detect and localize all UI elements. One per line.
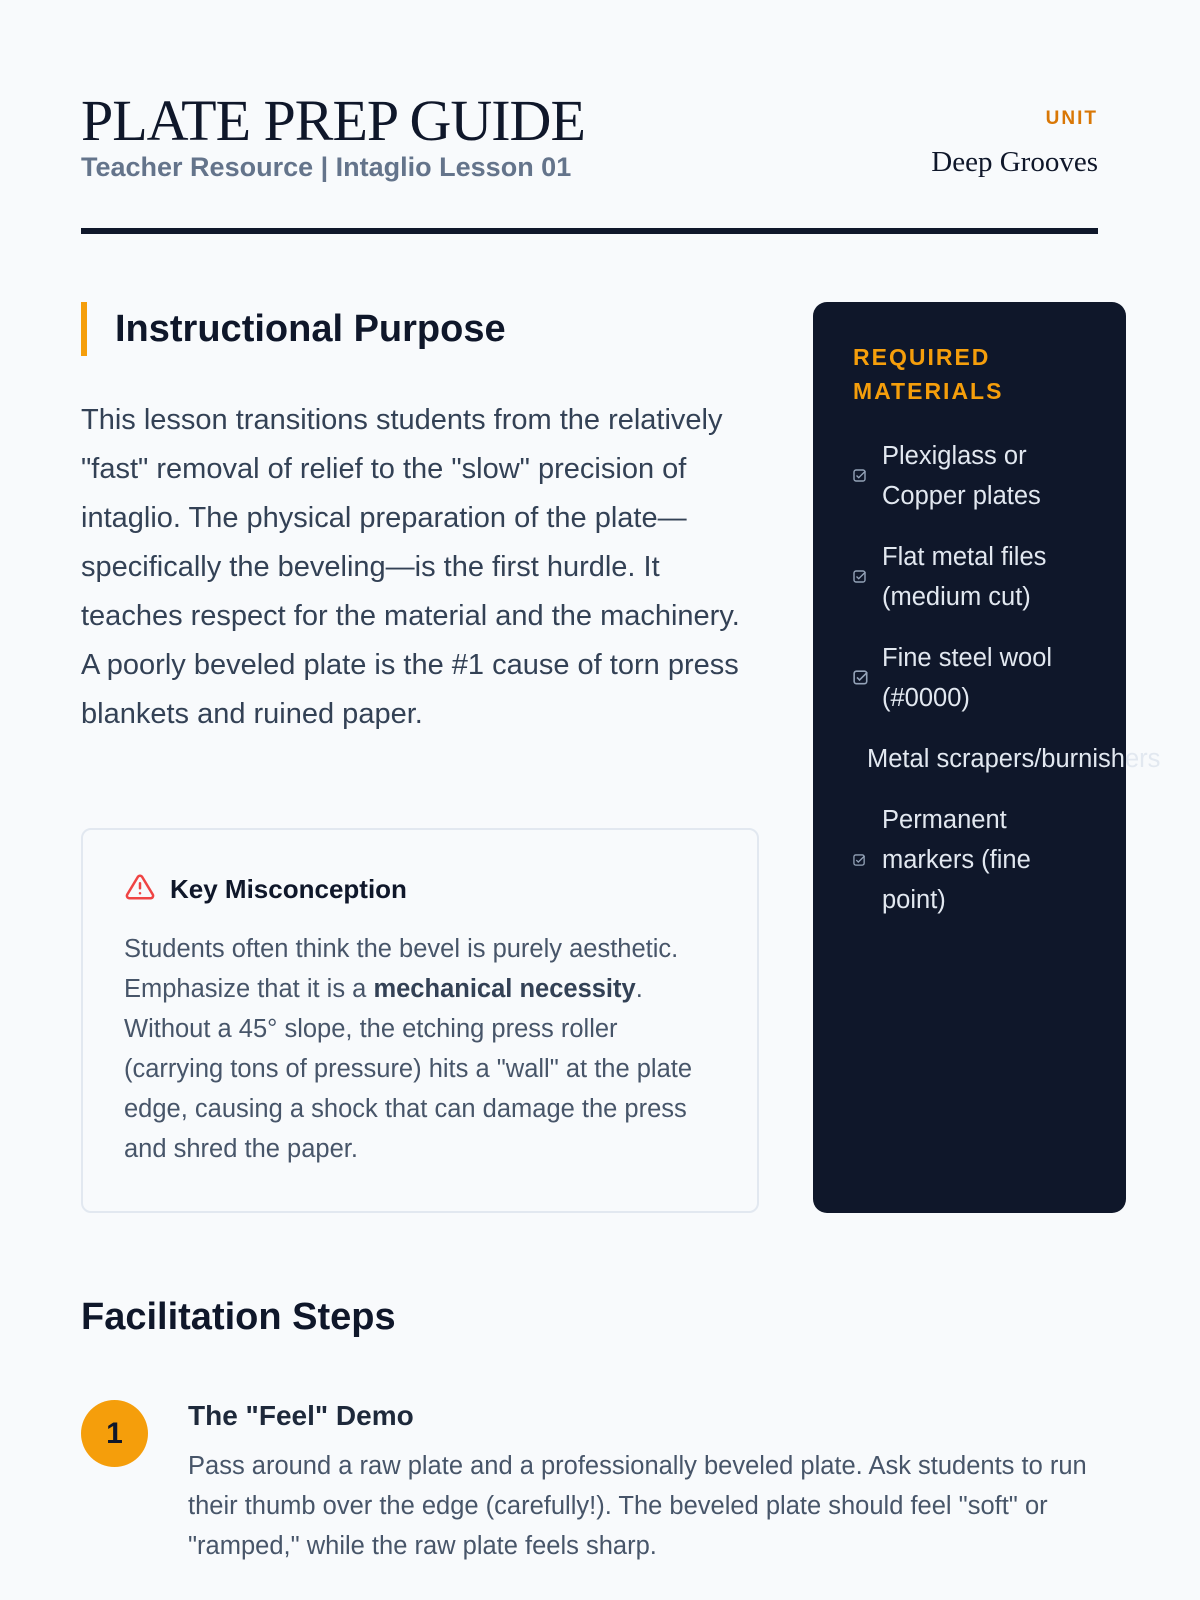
material-label: Flat metal files (medium cut) [882, 543, 1047, 611]
page-subtitle: Teacher Resource | Intaglio Lesson 01 [81, 152, 572, 182]
misconception-text [124, 929, 717, 1169]
unit-label: UNIT [1045, 108, 1098, 129]
checkbox-icon [853, 570, 869, 584]
facilitation-heading: Facilitation Steps [81, 1296, 396, 1338]
materials-list [853, 436, 1161, 920]
misconception-title: Key Misconception [170, 874, 407, 904]
misconception-card [81, 828, 759, 1213]
material-label: Permanent markers (fine point) [882, 806, 1031, 914]
unit-name: Deep Grooves [931, 146, 1098, 178]
list-item [853, 537, 1126, 617]
step-title: The "Feel" Demo [188, 1400, 414, 1431]
purpose-heading: Instructional Purpose [81, 302, 506, 356]
list-item [853, 800, 1126, 920]
material-label: Metal scrapers/burnishers [867, 745, 1161, 773]
page-title: PLATE PREP GUIDE [81, 88, 585, 153]
step-text: Pass around a raw plate and a professionally beveled plate. Ask students to run their thumb over the edge (carefully!). The beveled plate should feel "soft" or "ramped," while the raw plate feels sharp. [188, 1452, 1087, 1560]
misconception-emphasis: mechanical necessity [373, 975, 636, 1003]
header [81, 86, 1098, 236]
materials-heading: REQUIRED MATERIALS [853, 344, 1004, 404]
step-number-badge: 1 [81, 1400, 148, 1467]
misconception-text-part: . Without a 45° slope, the etching press roller (carrying tons of pressure) hits a "wall" at the plate edge, causing a shock that can damage the press and shred the paper. [124, 975, 693, 1163]
checkbox-icon [853, 670, 869, 686]
misconception-header [124, 872, 717, 907]
header-divider [81, 228, 1098, 234]
purpose-text: This lesson transitions students from the relatively "fast" removal of relief to the "slow" precision of intaglio. The physical preparation of the plate—specifically the beveling—is the first hurdle. It teaches respect for the material and the machinery. A poorly beveled plate is the #1 cause of torn press blankets and ruined paper. [81, 404, 740, 730]
materials-panel [813, 302, 1161, 1213]
warning-triangle-icon [124, 872, 156, 907]
list-item [853, 638, 1126, 718]
material-label: Plexiglass or Copper plates [882, 442, 1041, 510]
list-item [867, 739, 1161, 779]
misconception-text-part: Students often think the bevel is purely aesthetic. Emphasize that it is a [124, 935, 679, 1003]
list-item [853, 436, 1126, 516]
checkbox-icon [853, 469, 869, 483]
material-label: Fine steel wool (#0000) [882, 644, 1053, 712]
checkbox-icon [853, 854, 869, 867]
